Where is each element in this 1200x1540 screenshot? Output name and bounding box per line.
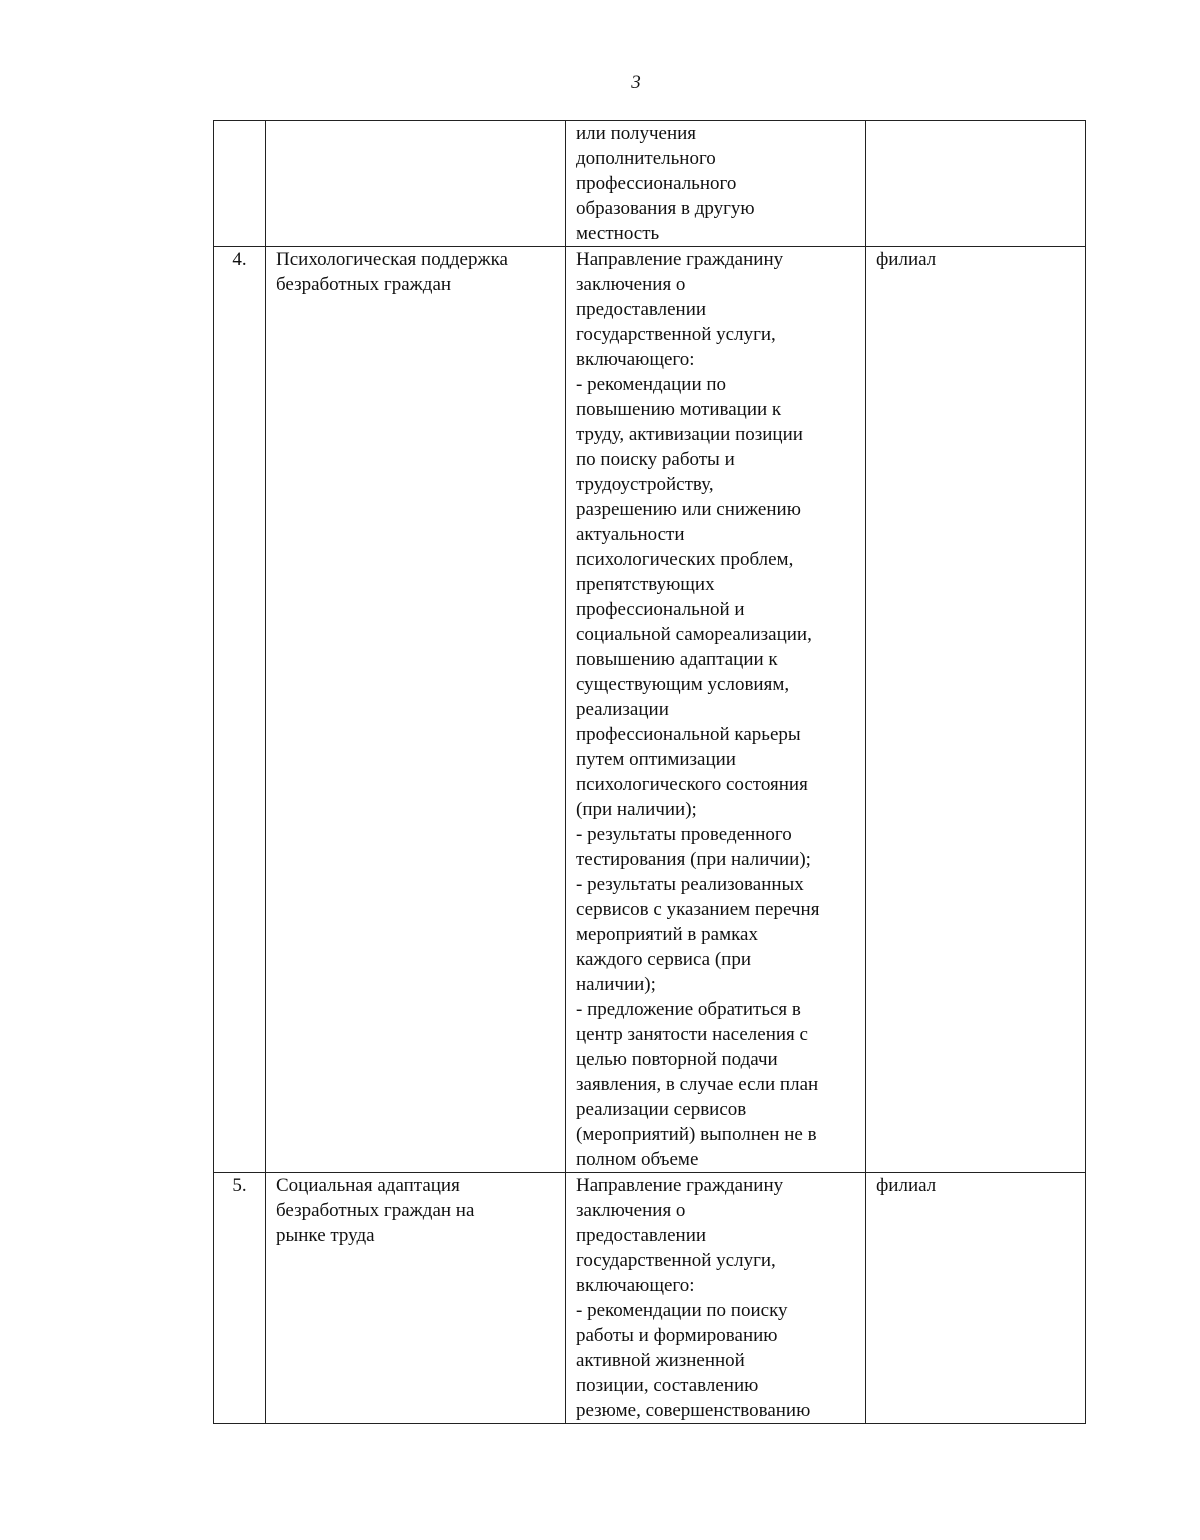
text-line: мероприятий в рамках bbox=[576, 924, 758, 945]
text-line: - результаты проведенного bbox=[576, 824, 792, 845]
table-row bbox=[214, 121, 1086, 247]
text-line: разрешению или снижению bbox=[576, 499, 801, 520]
text-line: социальной самореализации, bbox=[576, 624, 812, 645]
text-line: существующим условиям, bbox=[576, 674, 790, 695]
text-line: актуальности bbox=[576, 524, 685, 545]
text-line: наличии); bbox=[576, 974, 656, 995]
services-table bbox=[213, 120, 1086, 1424]
text-line: образования в другую bbox=[576, 198, 755, 219]
executor-cell bbox=[866, 121, 1086, 247]
service-result-cell bbox=[566, 247, 866, 1173]
text-line: - результаты реализованных bbox=[576, 874, 804, 895]
text-line: включающего: bbox=[576, 349, 695, 370]
text-line: государственной услуги, bbox=[576, 324, 776, 345]
text-line: предоставлении bbox=[576, 1225, 707, 1246]
services-table-body bbox=[214, 121, 1086, 1424]
text-line: центр занятости населения с bbox=[576, 1024, 808, 1045]
text-line: государственной услуги, bbox=[576, 1250, 776, 1271]
service-name-cell bbox=[266, 247, 566, 1173]
text-line: (мероприятий) выполнен не в bbox=[576, 1124, 817, 1145]
service-result-cell bbox=[566, 1173, 866, 1424]
text-line: рынке труда bbox=[276, 1225, 375, 1246]
text-line: каждого сервиса (при bbox=[576, 949, 751, 970]
text-line: реализации сервисов bbox=[576, 1099, 747, 1120]
text-line: полном объеме bbox=[576, 1149, 699, 1170]
text-line: безработных граждан bbox=[276, 274, 452, 295]
page-number: 3 bbox=[631, 72, 641, 93]
text-line: тестирования (при наличии); bbox=[576, 849, 811, 870]
row-number: 5. bbox=[214, 1173, 266, 1424]
text-line: предоставлении bbox=[576, 299, 707, 320]
row-number bbox=[214, 121, 266, 247]
text-line: трудоустройству, bbox=[576, 474, 714, 495]
text-line: или получения bbox=[576, 123, 697, 144]
text-line: психологических проблем, bbox=[576, 549, 794, 570]
executor-cell: филиал bbox=[866, 247, 1086, 1173]
text-line: повышению адаптации к bbox=[576, 649, 778, 670]
text-line: заключения о bbox=[576, 274, 686, 295]
text-line: психологического состояния bbox=[576, 774, 808, 795]
text-line: - предложение обратиться в bbox=[576, 999, 801, 1020]
text-line: Психологическая поддержка bbox=[276, 249, 508, 270]
text-line: местность bbox=[576, 223, 660, 244]
text-line: (при наличии); bbox=[576, 799, 697, 820]
text-line: активной жизненной bbox=[576, 1350, 745, 1371]
text-line: Направление гражданину bbox=[576, 249, 784, 270]
text-line: целью повторной подачи bbox=[576, 1049, 778, 1070]
table-row bbox=[214, 247, 1086, 1173]
text-line: - рекомендации по поиску bbox=[576, 1300, 788, 1321]
service-name-cell bbox=[266, 1173, 566, 1424]
row-number: 4. bbox=[214, 247, 266, 1173]
text-line: профессиональной карьеры bbox=[576, 724, 801, 745]
text-line: включающего: bbox=[576, 1275, 695, 1296]
text-line: труду, активизации позиции bbox=[576, 424, 803, 445]
text-line: сервисов с указанием перечня bbox=[576, 899, 820, 920]
text-line: дополнительного bbox=[576, 148, 716, 169]
text-line: Направление гражданину bbox=[576, 1175, 784, 1196]
text-line: путем оптимизации bbox=[576, 749, 736, 770]
service-result-cell bbox=[566, 121, 866, 247]
text-line: Социальная адаптация bbox=[276, 1175, 460, 1196]
executor-cell: филиал bbox=[866, 1173, 1086, 1424]
text-line: препятствующих bbox=[576, 574, 715, 595]
text-line: профессиональной и bbox=[576, 599, 745, 620]
text-line: безработных граждан на bbox=[276, 1200, 475, 1221]
text-line: заключения о bbox=[576, 1200, 686, 1221]
text-line: позиции, составлению bbox=[576, 1375, 759, 1396]
text-line: реализации bbox=[576, 699, 669, 720]
text-line: работы и формированию bbox=[576, 1325, 778, 1346]
text-line: повышению мотивации к bbox=[576, 399, 782, 420]
text-line: - рекомендации по bbox=[576, 374, 727, 395]
text-line: по поиску работы и bbox=[576, 449, 735, 470]
table-row bbox=[214, 1173, 1086, 1424]
service-name-cell bbox=[266, 121, 566, 247]
text-line: резюме, совершенствованию bbox=[576, 1400, 811, 1421]
text-line: профессионального bbox=[576, 173, 737, 194]
text-line: заявления, в случае если план bbox=[576, 1074, 819, 1095]
